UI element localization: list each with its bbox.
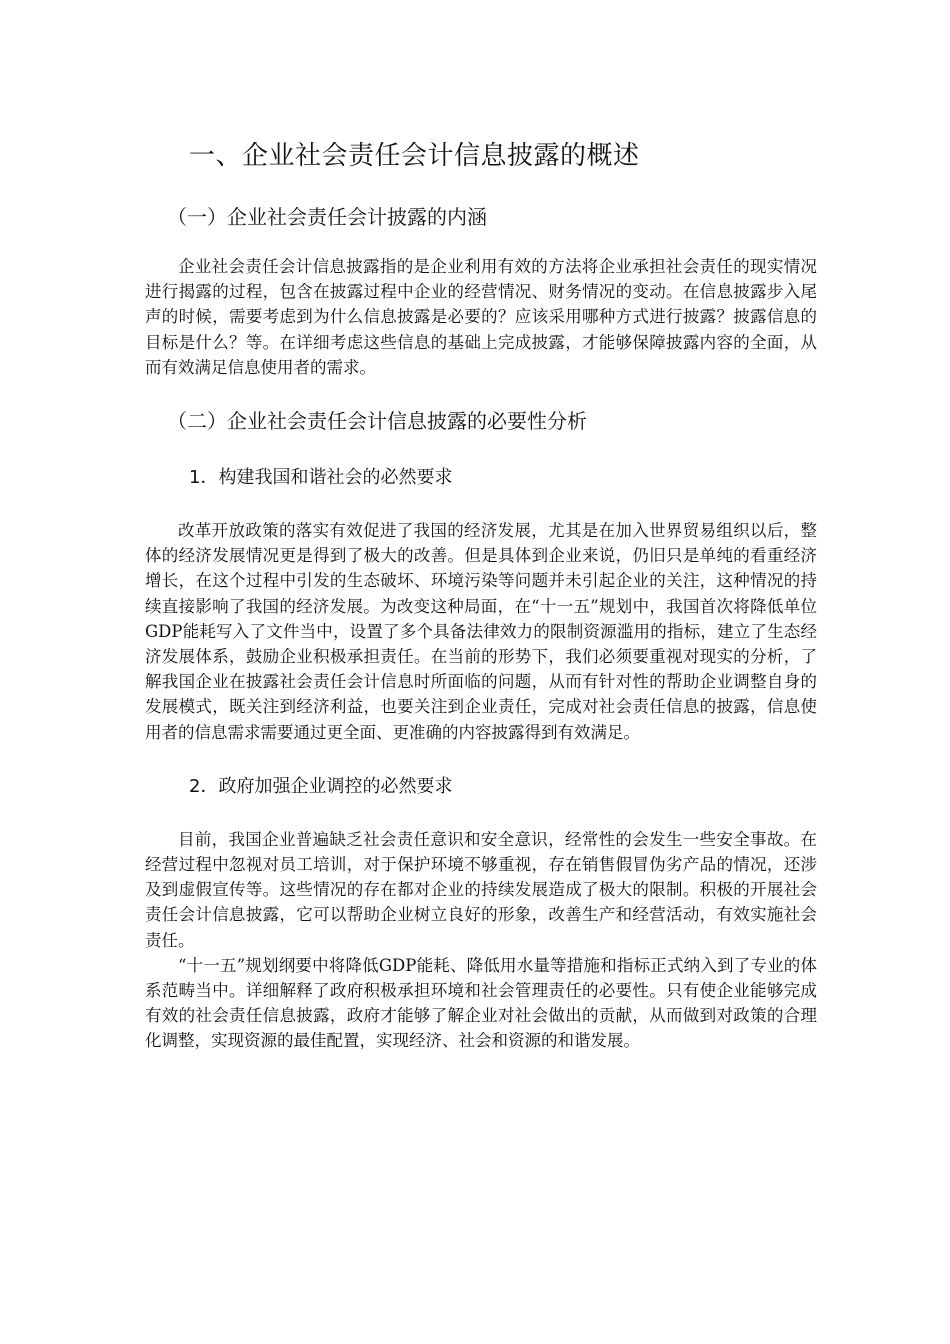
section-1-paragraph: 企业社会责任会计信息披露指的是企业利用有效的方法将企业承担社会责任的现实情况进行揭露的过程，包含在披露过程中企业的经营情况、财务情况的变动。在信息披露步入尾声的时候，需要考虑到为什么信息披露是必要的？应该采用哪种方式进行披露？披露信息的目标是什么？等。在详细考虑这些信息的基础上完成披露，才能够保障披露内容的全面，从而有效满足信息使用者的需求。: [145, 257, 817, 377]
section-heading-1: （一）企业社会责任会计披露的内涵: [167, 205, 487, 229]
subsection-heading-1: 1．构建我国和谐社会的必然要求: [189, 467, 453, 489]
section-heading-2: （二）企业社会责任会计信息披露的必要性分析: [167, 409, 587, 434]
document-title: 一、企业社会责任会计信息披露的概述: [189, 141, 640, 171]
subsection-2-paragraph-1: 目前，我国企业普遍缺乏社会责任意识和安全意识，经常性的会发生一些安全事故。在经营过程中忽视对员工培训，对于保护环境不够重视，存在销售假冒伪劣产品的情况，还涉及到虚假宣传等。这些情况的存在都对企业的持续发展造成了极大的限制。积极的开展社会责任会计信息披露，它可以帮助企业树立良好的形象，改善生产和经营活动，有效实施社会责任。: [145, 829, 817, 950]
subsection-heading-2: 2．政府加强企业调控的必然要求: [189, 775, 453, 797]
subsection-1-paragraph: 改革开放政策的落实有效促进了我国的经济发展，尤其是在加入世界贸易组织以后，整体的经济发展情况更是得到了极大的改善。但是具体到企业来说，仍旧只是单纯的看重经济增长，在这个过程中引发的生态破坏、环境污染等问题并未引起企业的关注，这种情况的持续直接影响了我国的经济发展。为改变这种局面，在“十一五”规划中，我国首次将降低单位GDP能耗写入了文件当中，设置了多个具备法律效力的限制资源滥用的指标，建立了生态经济发展体系，鼓励企业积极承担责任。在当前的形势下，我们必须要重视对现实的分析，了解我国企业在披露社会责任会计信息时所面临的问题，从而有针对性的帮助企业调整自身的发展模式，既关注到经济利益，也要关注到企业责任，完成对社会责任信息的披露，信息使用者的信息需求需要通过更全面、更准确的内容披露得到有效满足。: [145, 521, 817, 742]
subsection-2-paragraph-2: “十一五”规划纲要中将降低GDP能耗、降低用水量等措施和指标正式纳入到了专业的体系范畴当中。详细解释了政府积极承担环境和社会管理责任的必要性。只有使企业能够完成有效的社会责任信息披露，政府才能够了解企业对社会做出的贡献，从而做到对政策的合理化调整，实现资源的最佳配置，实现经济、社会和资源的和谐发展。: [145, 955, 817, 1051]
document-page: [145, 138, 817, 1054]
